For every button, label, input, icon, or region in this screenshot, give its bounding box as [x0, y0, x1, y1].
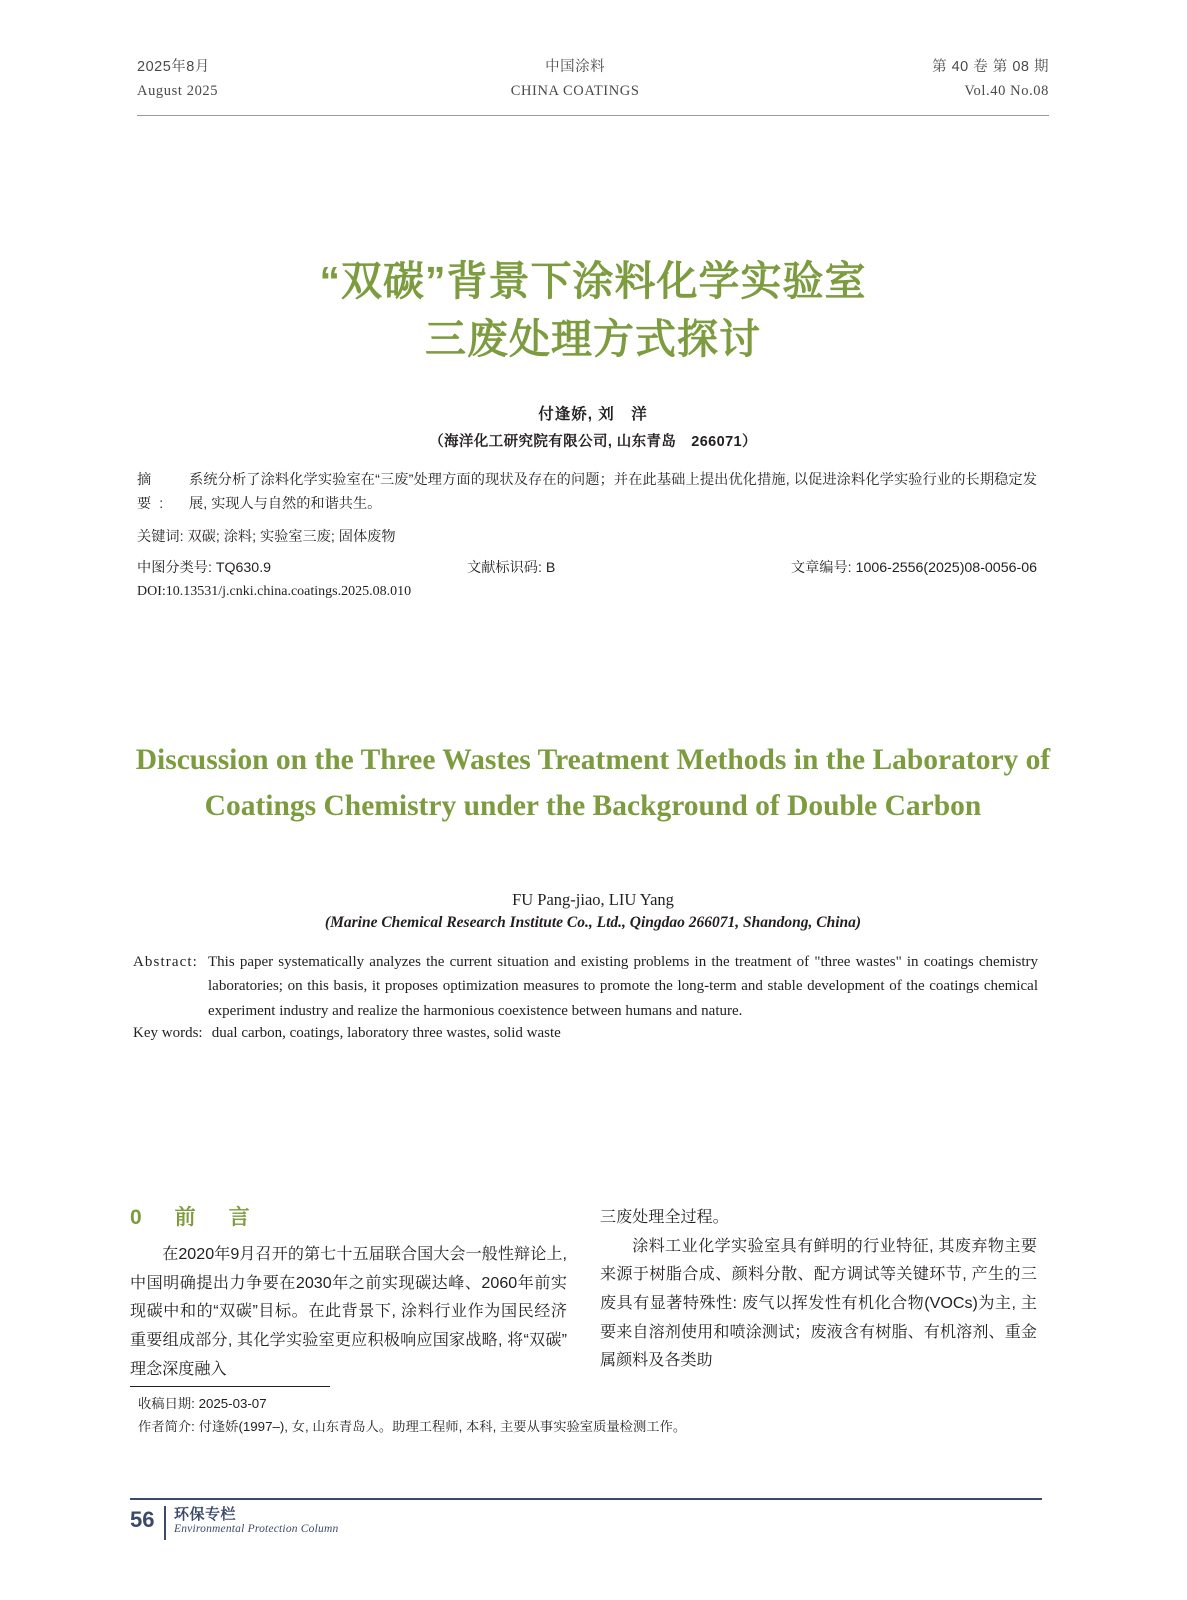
page-title-cn-line2: 三废处理方式探讨 — [425, 316, 761, 363]
footnote-divider — [130, 1386, 330, 1387]
issue-date-en: August 2025 — [137, 82, 219, 99]
page-footer — [130, 1498, 1042, 1542]
abstract-en-text: This paper systematically analyzes the current situation and existing problems in the treatment of "three wastes" in coatings chemistry laboratories; on this basis, it proposes optimization measures to promote the long-term and stable development of the coatings chemical experiment industry and realize the harmonious coexistence between humans and nature. — [208, 954, 1038, 1019]
column-name-cn: 环保专栏 — [174, 1506, 237, 1523]
affiliation-en: (Marine Chemical Research Institute Co., Ltd., Qingdao 266071, Shandong, China) — [324, 914, 862, 931]
page-title-en: Discussion on the Three Wastes Treatment Methods in the Laboratory of Coatings Chemistry under the Background of Double Carbon — [135, 744, 1051, 822]
clc-number: 中图分类号: TQ630.9 — [137, 560, 272, 576]
running-head — [137, 58, 1049, 116]
keywords-en-text: dual carbon, coatings, laboratory three wastes, solid waste — [211, 1025, 561, 1041]
footnotes — [138, 1392, 1038, 1439]
abstract-en-label: Abstract: — [133, 954, 198, 970]
abstract-en — [133, 950, 1038, 1023]
journal-name-en: CHINA COATINGS — [510, 82, 640, 99]
page-title-cn — [137, 252, 1049, 368]
issue-date-cn: 2025年8月 — [137, 59, 210, 75]
column-name-en: Environmental Protection Column — [174, 1523, 339, 1536]
volume-issue-cn: 第 40 卷 第 08 期 — [932, 59, 1049, 75]
abstract-cn-label: 摘 要: — [137, 472, 182, 513]
running-head-left — [137, 58, 218, 101]
affiliation-cn: （海洋化工研究院有限公司, 山东青岛 266071） — [429, 434, 757, 450]
body-column-left — [130, 1240, 567, 1383]
running-head-right — [932, 58, 1049, 101]
received-date: 收稿日期: 2025-03-07 — [138, 1396, 267, 1411]
keywords-en-label: Key words: — [133, 1025, 203, 1041]
volume-issue-en: Vol.40 No.08 — [964, 82, 1049, 99]
keywords-en — [133, 1025, 1038, 1042]
metadata-row-cn — [137, 557, 1037, 577]
body-column-right — [600, 1203, 1037, 1375]
doi: DOI:10.13531/j.cnki.china.coatings.2025.08.010 — [137, 584, 412, 599]
page-title-cn-line1: “双碳”背景下涂料化学实验室 — [319, 258, 867, 304]
running-head-center — [511, 58, 640, 101]
abstract-cn-text: 系统分析了涂料化学实验室在“三废”处理方面的现状及存在的问题；并在此基础上提出优化措施, 以促进涂料化学实验行业的长期稳定发展, 实现人与自然的和谐共生。 — [189, 472, 1037, 513]
body-paragraph-right-2: 涂料工业化学实验室具有鲜明的行业特征, 其废弃物主要来源于树脂合成、颜料分散、配方调试等关键环节, 产生的三废具有显著特殊性: 废气以挥发性有机化合物(VOCs)为主, 主要来自溶剂使用和喷涂测试；废液含有树脂、有机溶剂、重金属颜料及各类助 — [600, 1236, 1037, 1370]
footer-divider — [164, 1506, 166, 1540]
body-paragraph-right-1: 三废处理全过程。 — [600, 1208, 729, 1226]
article-id: 文章编号: 1006-2556(2025)08-0056-06 — [790, 560, 1037, 576]
journal-name-cn: 中国涂料 — [545, 59, 606, 75]
footer-column-labels — [174, 1506, 338, 1536]
author-bio: 作者简介: 付逢娇(1997–), 女, 山东青岛人。助理工程师, 本科, 主要从事实验室质量检测工作。 — [138, 1419, 687, 1435]
authors-en: FU Pang-jiao, LIU Yang — [512, 890, 674, 909]
section-heading-intro: 0 前 言 — [130, 1206, 256, 1229]
document-code: 文献标识码: B — [467, 560, 556, 576]
abstract-cn — [137, 468, 1037, 517]
body-paragraph-left-1: 在2020年9月召开的第七十五届联合国大会一般性辩论上, 中国明确提出力争要在2030年之前实现碳达峰、2060年前实现碳中和的“双碳”目标。在此背景下, 涂料行业作为国民经济重要组成部分, 其化学实验室更应积极响应国家战略, 将“双碳”理念深度融入 — [130, 1245, 567, 1378]
authors-cn: 付逢娇, 刘 洋 — [538, 406, 648, 423]
page-number: 56 — [130, 1507, 155, 1532]
keywords-cn: 关键词: 双碳; 涂料; 实验室三废; 固体废物 — [137, 529, 396, 545]
